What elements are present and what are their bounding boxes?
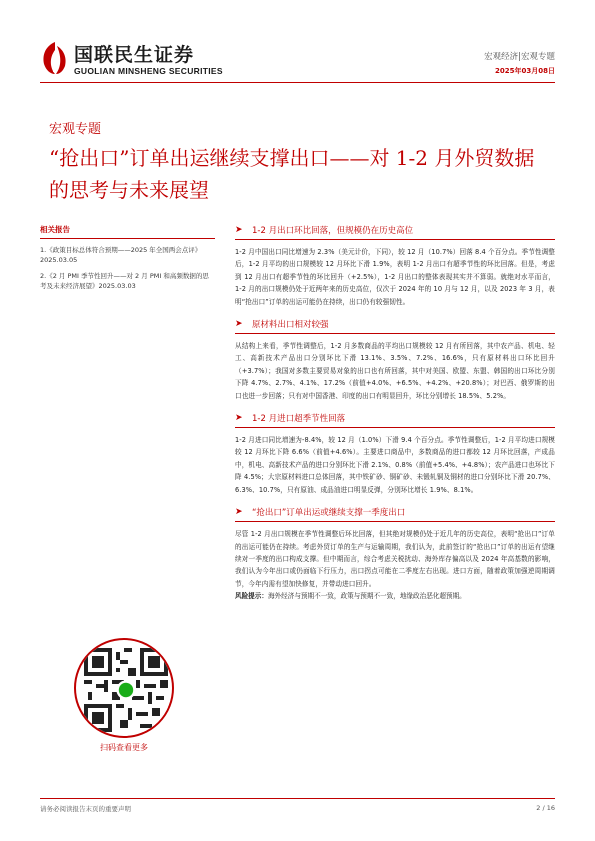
section-heading-text: 原材料出口相对较强 bbox=[252, 320, 329, 331]
risk-warning bbox=[235, 590, 555, 602]
footer-divider bbox=[40, 798, 555, 799]
section-heading-text: “抢出口”订单出运或继续支撑一季度出口 bbox=[252, 508, 406, 519]
arrow-right-icon: ➤ bbox=[235, 413, 243, 424]
risk-label: 风险提示： bbox=[235, 592, 268, 601]
section-divider bbox=[235, 333, 555, 334]
qr-caption: 扫码查看更多 bbox=[100, 743, 148, 752]
related-reports-panel bbox=[40, 224, 215, 291]
main-content bbox=[235, 224, 555, 602]
section-heading-text: 1-2 月进口超季节性回落 bbox=[252, 414, 346, 425]
body-paragraph: 尽管 1-2 月出口规模在季节性调整后环比回落，但其绝对规模仍处于近几年的历史高位，表明“抢出口”订单的出运可能仍在持续。考虑外贸订单的生产与运输周期，我们认为，此前签订的“抢出口”订单的出运有望继续对一季度的出口构成支撑。但中期而言，综合考虑关税扰动、海外库存偏高以及 2024 年高基数的影响，我们认为今年出口或仍面临下行压力，出口拐点可能在二季度左右出现。进口方面，随着政策加强逆周期调节，今年内需有望加快修复，并带动进口回升。 bbox=[235, 530, 555, 588]
section-tag: 宏观专题 bbox=[49, 122, 102, 137]
risk-text: 海外经济与预期不一致，政策与预期不一致，地缘政治恶化超预期。 bbox=[267, 592, 466, 601]
related-reports-heading: 相关报告 bbox=[40, 224, 215, 239]
report-title: “抢出口”订单出运继续支撑出口——对 1-2 月外贸数据的思考与未来展望 bbox=[49, 146, 535, 202]
related-report-link[interactable]: 1.《政策目标总体符合预期——2025 年全国两会点评》2025.03.05 bbox=[40, 246, 202, 264]
report-category: 宏观经济|宏观专题 bbox=[484, 52, 555, 62]
section-block bbox=[235, 224, 555, 308]
page-number: 2 / 16 bbox=[536, 804, 555, 812]
page-header bbox=[40, 38, 555, 86]
arrow-right-icon: ➤ bbox=[235, 225, 243, 235]
arrow-right-icon: ➤ bbox=[235, 507, 243, 518]
guolian-logo-icon bbox=[40, 40, 70, 76]
body-paragraph: 从结构上来看，季节性调整后，1-2 月多数商品的平均出口规模较 12 月有所回落，其中农产品、机电、轻工、高新技术产品出口分别环比下滑 13.1%、3.5%、7.2%、16.6%，只有原材料出口环比回升（+3.7%）；我国对多数主要贸易对象的出口也有所回落，其中对美国、欧盟、东盟、韩国的出口环比分别下降 4.7%、2.7%、4.1%、17.2%（前值+4.0%、+6.5%、+4.2%、+20.8%）；对巴西、俄罗斯的出口也进一步回落；只有对中国香港、印度的出口有明显回升，环比分别增长 18.5%、5.2%。 bbox=[235, 342, 555, 400]
section-heading bbox=[235, 224, 555, 236]
related-report-link[interactable]: 2.《2 月 PMI 季节性回升——对 2 月 PMI 和高频数据的思考及未来经济展望》2025.03.03 bbox=[40, 272, 209, 290]
body-paragraph: 1-2 月中国出口同比增速为 2.3%（美元计价，下同），较 12 月（10.7%）回落 8.4 个百分点。季节性调整后，1-2 月平均的出口规模较 12 月环比下滑 1.9%，表明 1-2 月出口有超季节性的环比回落。但是，考虑到 12 月出口有超季节性的环比回升（+2.5%），1-2 月出口的整体表现其实并不算弱。就绝对水平而言，1-2 月的出口规模仍处于近两年来的历史高位，仅次于 2024 年的 10 月与 12 月，以及 2023 年 3 月，表明“抢出口”订单的出运可能仍在持续，出口仍有较强韧性。 bbox=[235, 248, 555, 306]
section-heading-text: 1-2 月出口环比回落，但规模仍在历史高位 bbox=[252, 226, 414, 236]
arrow-right-icon: ➤ bbox=[235, 319, 243, 330]
section-block bbox=[235, 318, 555, 402]
section-divider bbox=[235, 239, 555, 240]
qr-code-icon[interactable] bbox=[74, 638, 174, 738]
qr-block bbox=[74, 638, 174, 753]
section-block bbox=[235, 506, 555, 602]
section-heading bbox=[235, 412, 555, 424]
section-divider bbox=[235, 521, 555, 522]
section-block bbox=[235, 412, 555, 496]
disclaimer-note: 请务必阅读报告末页的重要声明 bbox=[40, 805, 131, 813]
brand-name-cn: 国联民生证券 bbox=[74, 44, 195, 66]
header-divider bbox=[40, 82, 555, 83]
section-heading bbox=[235, 506, 555, 518]
section-heading bbox=[235, 318, 555, 330]
body-paragraph: 1-2 月进口同比增速为-8.4%，较 12 月（1.0%）下滑 9.4 个百分点。季节性调整后，1-2 月平均进口规模较 12 月环比下降 6.6%（前值+4.6%）。主要进口商品中，多数商品的进口都较 12 月环比回落，产成品中，机电、高新技术产品的进口分别环比下滑 2.1%、0.8%（前值+5.4%、+4.8%）；农产品进口也环比下降 4.5%；大宗原材料进口总体回落，其中铁矿砂、铜矿砂、未锻轧铜及铜材的进口分别环比下滑 20.7%、6.3%、10.7%，只有原油、成品油进口明显反弹，分别环比增长 1.9%、8.1%。 bbox=[235, 436, 555, 494]
report-date: 2025年03月08日 bbox=[495, 67, 555, 75]
brand-name-en: GUOLIAN MINSHENG SECURITIES bbox=[74, 66, 223, 76]
section-divider bbox=[235, 427, 555, 428]
